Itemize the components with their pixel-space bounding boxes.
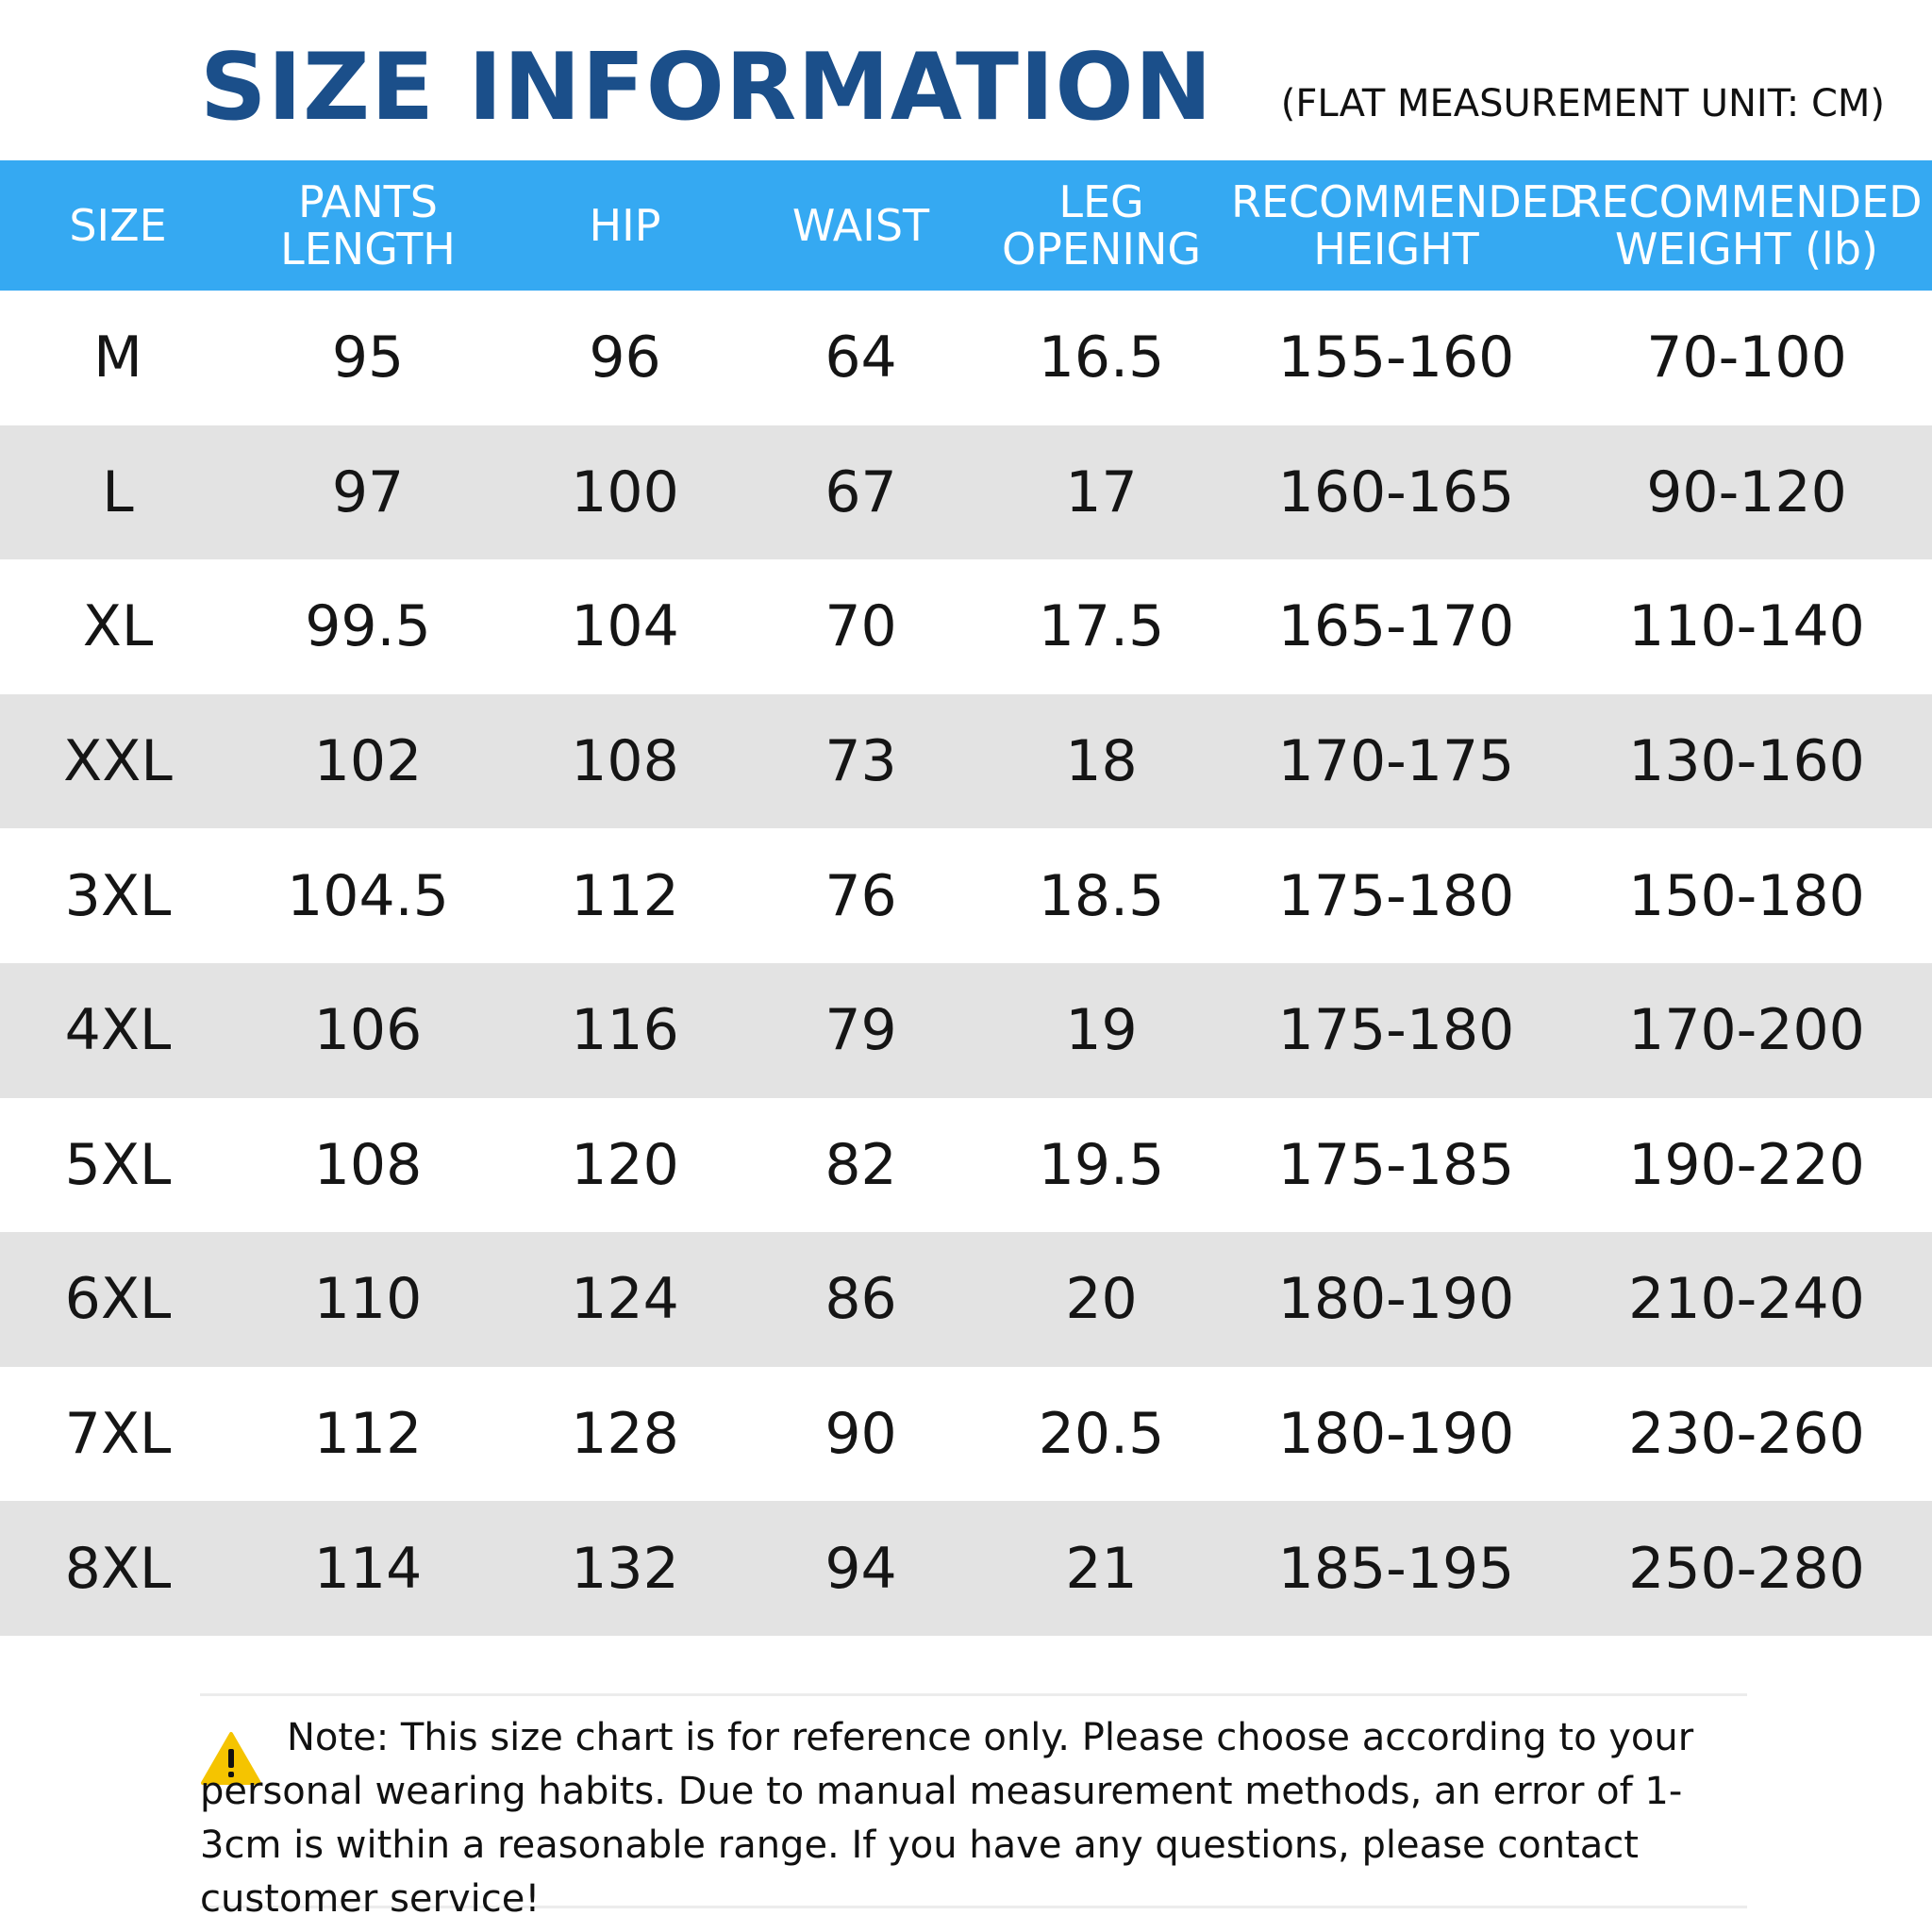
- table-row: [0, 1232, 1932, 1367]
- cell-waist: 82: [824, 1131, 897, 1198]
- cell-recommended-height: 180-190: [1277, 1401, 1515, 1468]
- cell-size: XL: [82, 593, 154, 660]
- cell-waist: 73: [824, 728, 897, 795]
- table-header-row: [0, 160, 1932, 291]
- cell-pants-length: 114: [313, 1535, 423, 1602]
- table-row: [0, 963, 1932, 1098]
- cell-recommended-height: 175-180: [1277, 862, 1515, 929]
- cell-leg-opening: 18.5: [1038, 862, 1165, 929]
- cell-waist: 79: [824, 997, 897, 1064]
- cell-leg-opening: 17.5: [1038, 593, 1165, 660]
- cell-hip: 108: [571, 728, 679, 795]
- cell-pants-length: 108: [313, 1131, 423, 1198]
- table-row: [0, 1367, 1932, 1502]
- cell-size: XXL: [63, 728, 173, 795]
- cell-leg-opening: 21: [1065, 1535, 1138, 1602]
- cell-hip: 132: [571, 1535, 679, 1602]
- cell-leg-opening: 20.5: [1038, 1401, 1165, 1468]
- table-row: [0, 1501, 1932, 1636]
- cell-size: M: [93, 325, 142, 391]
- cell-recommended-weight: 90-120: [1646, 458, 1847, 525]
- size-table: [0, 160, 1932, 1636]
- cell-recommended-weight: 170-200: [1628, 997, 1865, 1064]
- header-recommended-weight: RECOMMENDED WEIGHT (lb): [1571, 176, 1923, 275]
- cell-pants-length: 112: [313, 1401, 423, 1468]
- header-size: SIZE: [69, 200, 167, 251]
- cell-waist: 90: [824, 1401, 897, 1468]
- header-hip: HIP: [589, 200, 661, 251]
- table-row: [0, 559, 1932, 694]
- table-row: [0, 1098, 1932, 1233]
- cell-recommended-weight: 210-240: [1628, 1266, 1865, 1333]
- cell-recommended-height: 170-175: [1277, 728, 1515, 795]
- cell-waist: 64: [824, 325, 897, 391]
- cell-recommended-height: 185-195: [1277, 1535, 1515, 1602]
- cell-pants-length: 106: [313, 997, 423, 1064]
- cell-recommended-height: 160-165: [1277, 458, 1515, 525]
- cell-pants-length: 95: [331, 325, 405, 391]
- cell-leg-opening: 19: [1065, 997, 1138, 1064]
- cell-hip: 112: [571, 862, 679, 929]
- cell-leg-opening: 18: [1065, 728, 1138, 795]
- table-row: [0, 425, 1932, 560]
- cell-pants-length: 97: [331, 458, 405, 525]
- cell-hip: 96: [589, 325, 661, 391]
- cell-waist: 67: [824, 458, 897, 525]
- header-pants-length: PANTS LENGTH: [280, 176, 456, 275]
- cell-size: 4XL: [64, 997, 172, 1064]
- cell-size: 3XL: [64, 862, 172, 929]
- note-section: [200, 1693, 1747, 1921]
- cell-size: 5XL: [64, 1131, 172, 1198]
- header-leg-opening: LEG OPENING: [1001, 176, 1202, 275]
- cell-recommended-height: 165-170: [1277, 593, 1515, 660]
- cell-recommended-weight: 230-260: [1628, 1401, 1865, 1468]
- cell-hip: 100: [571, 458, 679, 525]
- cell-recommended-weight: 110-140: [1628, 593, 1865, 660]
- cell-hip: 128: [571, 1401, 679, 1468]
- cell-size: 8XL: [64, 1535, 172, 1602]
- cell-recommended-height: 180-190: [1277, 1266, 1515, 1333]
- header-waist: WAIST: [791, 200, 930, 251]
- cell-recommended-weight: 250-280: [1628, 1535, 1865, 1602]
- cell-leg-opening: 20: [1065, 1266, 1138, 1333]
- cell-waist: 86: [824, 1266, 897, 1333]
- cell-waist: 76: [824, 862, 897, 929]
- cell-pants-length: 99.5: [305, 593, 431, 660]
- page-title: SIZE INFORMATION: [200, 34, 1213, 142]
- cell-waist: 70: [824, 593, 897, 660]
- cell-pants-length: 102: [313, 728, 423, 795]
- cell-hip: 104: [571, 593, 679, 660]
- cell-recommended-height: 175-180: [1277, 997, 1515, 1064]
- cell-pants-length: 110: [313, 1266, 423, 1333]
- cell-size: L: [102, 458, 134, 525]
- table-row: [0, 828, 1932, 963]
- table-row: [0, 291, 1932, 425]
- cell-size: 7XL: [64, 1401, 172, 1468]
- table-row: [0, 694, 1932, 829]
- header-recommended-height: RECOMMENDED HEIGHT: [1231, 176, 1583, 275]
- unit-note: (FLAT MEASUREMENT UNIT: CM): [1280, 82, 1885, 125]
- cell-waist: 94: [824, 1535, 897, 1602]
- cell-recommended-weight: 190-220: [1628, 1131, 1865, 1198]
- cell-leg-opening: 19.5: [1038, 1131, 1165, 1198]
- cell-hip: 124: [571, 1266, 679, 1333]
- cell-recommended-height: 155-160: [1277, 325, 1515, 391]
- cell-recommended-weight: 70-100: [1646, 325, 1847, 391]
- cell-pants-length: 104.5: [287, 862, 449, 929]
- cell-size: 6XL: [64, 1266, 172, 1333]
- cell-recommended-weight: 150-180: [1628, 862, 1865, 929]
- note-text: Note: This size chart is for reference only. Please choose according to your personal wearing habits. Due to manual measurement methods, an error of 1-3cm is within a reasonable range. If you have any questions, please contact customer service!: [200, 1716, 1694, 1921]
- cell-hip: 116: [571, 997, 679, 1064]
- cell-leg-opening: 16.5: [1038, 325, 1165, 391]
- cell-hip: 120: [571, 1131, 679, 1198]
- cell-recommended-weight: 130-160: [1628, 728, 1865, 795]
- cell-leg-opening: 17: [1065, 458, 1138, 525]
- cell-recommended-height: 175-185: [1277, 1131, 1515, 1198]
